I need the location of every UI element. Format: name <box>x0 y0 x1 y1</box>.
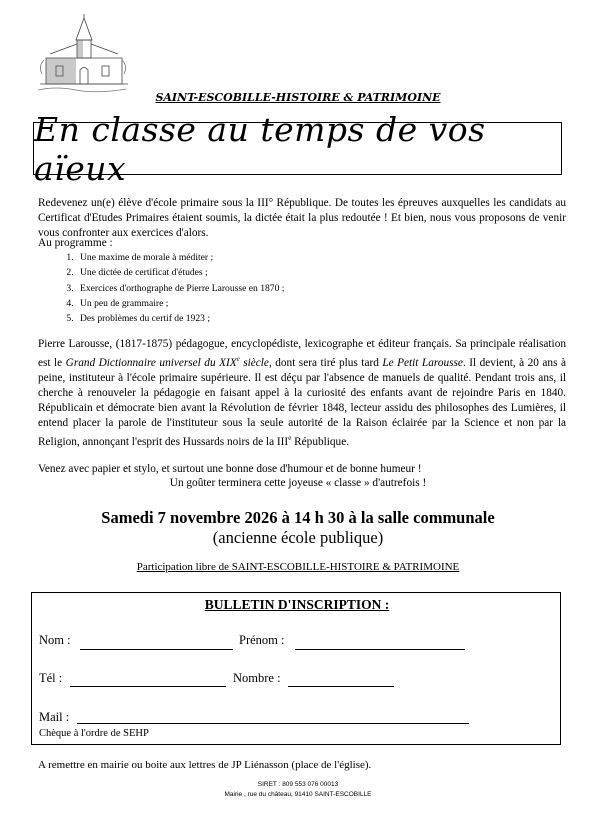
event-date: Samedi 7 novembre 2026 à 14 h 30 à la salle communale <box>101 508 495 527</box>
registration-form <box>31 592 561 745</box>
tel-label: Tél : <box>39 671 63 685</box>
list-item: 1. Une maxime de morale à méditer ; <box>76 250 476 265</box>
nombre-field[interactable] <box>288 674 394 687</box>
nom-label: Nom : <box>39 633 71 647</box>
tel-field[interactable] <box>70 674 226 687</box>
invite-line-2: Un goûter terminera cette joyeuse « classe » d'autrefois ! <box>169 477 427 489</box>
bio-text: . Il devient, à 20 ans à peine, instituteur à l'école primaire supérieure. Il est déçu par l'absence de manuels de qualité. Pendant trois ans, il cherche à renouveler la pédagogie en faisant appel à la curiosité des enfants avant de rejoindre Paris en 1840. Républicain et démocrate bien avant la Révolution de février 1848, lecteur assidu des philosophes des Lumières, il entend placer la parole de l'instituteur sous la seule autorité de la Raison éclairée par la Science et non par la Religion, annonçant l'esprit des Hussards noirs de la III <box>38 356 566 448</box>
mail-field[interactable] <box>77 711 469 724</box>
association-name: SAINT-ESCOBILLE-HISTOIRE & PATRIMOINE <box>155 91 441 104</box>
nombre-label: Nombre : <box>233 671 281 685</box>
prenom-field[interactable] <box>295 637 465 650</box>
program-list <box>38 250 476 326</box>
dictionary-title: Grand Dictionnaire universel du XIX <box>65 356 237 369</box>
address: Mairie , rue du château, 91410 SAINT-ESCOBILLE <box>224 791 372 798</box>
list-item: 2. Une dictée de certificat d'études ; <box>76 265 476 280</box>
bio-text: Pierre Larousse, (1817-1875) pédagogue, encyclopédiste, lexicographe et éditeur français. Sa principale réalisation est le <box>38 338 566 369</box>
title-box <box>33 109 562 188</box>
mail-label: Mail : <box>39 710 70 724</box>
form-title: BULLETIN D'INSCRIPTION : <box>204 597 390 612</box>
nom-field[interactable] <box>80 637 233 650</box>
participation-note: Participation libre de SAINT-ESCOBILLE-HISTOIRE & PATRIMOINE <box>136 561 460 573</box>
dictionary-title-end: siècle <box>239 356 269 369</box>
list-item: 5. Des problèmes du certif de 1923 ; <box>76 311 476 326</box>
list-item: 3. Exercices d'orthographe de Pierre Larousse en 1870 ; <box>76 281 476 296</box>
church-logo <box>36 14 128 94</box>
cheque-note: Chèque à l'ordre de SEHP <box>39 728 149 739</box>
program-label: Au programme : <box>38 237 113 249</box>
page-title: En classe au temps de vos aïeux <box>34 109 486 188</box>
bio-paragraph <box>38 337 566 450</box>
list-item: 4. Un peu de grammaire ; <box>76 296 476 311</box>
intro-paragraph: Redevenez un(e) élève d'école primaire sous la III° République. De toutes les épreuves auxquelles les candidats au Certificat d'Etudes Primaires étaient soumis, la dictée était la plus redoutée ! Et bien, nous vous proposons de venir vous confronter aux exercices d'alors. <box>38 197 566 239</box>
superscript: e <box>236 355 240 363</box>
bio-text: République. <box>291 435 350 448</box>
submission-note: A remettre en mairie ou boite aux lettres de JP Liénasson (place de l'église). <box>38 759 372 771</box>
bio-text: , dont sera tiré plus tard <box>268 356 383 369</box>
siret: SIRET : 809 553 076 00013 <box>257 781 339 788</box>
petit-larousse-title: Le Petit Larousse <box>382 356 463 369</box>
event-venue: (ancienne école publique) <box>212 528 384 547</box>
prenom-label: Prénom : <box>239 633 285 647</box>
invite-line-1: Venez avec papier et stylo, et surtout une bonne dose d'humour et de bonne humeur ! <box>38 463 422 475</box>
superscript: e <box>288 433 292 442</box>
